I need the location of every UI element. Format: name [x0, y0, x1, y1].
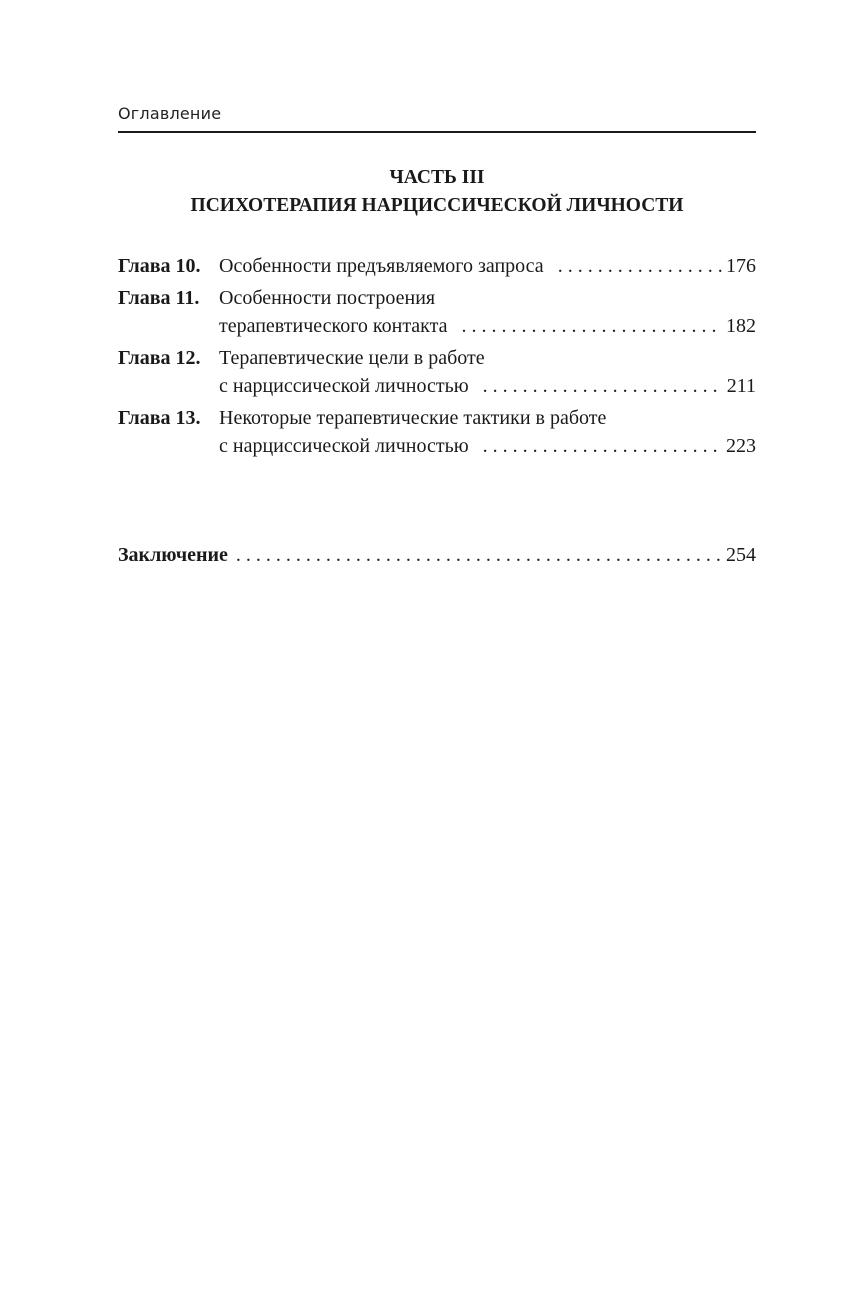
toc-entry-chapter-12[interactable] [118, 344, 756, 400]
chapter-title-line: терапевтического контакта [219, 315, 448, 337]
toc-entry-chapter-10[interactable] [118, 252, 756, 280]
page-number: 182 [726, 315, 756, 337]
toc-entry-chapter-11[interactable] [118, 284, 756, 340]
header-rule [118, 131, 756, 133]
dot-leader [483, 372, 723, 400]
chapter-label: Глава 11. [118, 287, 200, 309]
page-number: 176 [726, 255, 756, 277]
page-number: 254 [726, 544, 756, 566]
dot-leader [236, 541, 722, 569]
chapter-title: Особенности предъявляемого запроса [219, 255, 544, 277]
dot-leader [462, 312, 723, 340]
chapter-title-line: Терапевтические цели в работе [219, 347, 485, 369]
chapter-label: Глава 10. [118, 255, 201, 277]
conclusion-label: Заключение [118, 544, 228, 566]
toc-entry-conclusion[interactable] [118, 541, 756, 569]
page-number: 211 [726, 375, 756, 397]
part-title: ПСИХОТЕРАПИЯ НАРЦИССИЧЕСКОЙ ЛИЧНОСТИ [190, 195, 684, 216]
toc-entry-chapter-13[interactable] [118, 404, 756, 460]
chapter-title-line: с нарциссической личностью [219, 435, 469, 457]
chapter-title-line: с нарциссической личностью [219, 375, 469, 397]
chapter-label: Глава 13. [118, 407, 201, 429]
dot-leader [483, 432, 722, 460]
chapter-label: Глава 12. [118, 347, 201, 369]
chapter-title-line: Особенности построения [219, 287, 436, 309]
running-head: Оглавление [118, 104, 222, 123]
page-number: 223 [726, 435, 756, 457]
dot-leader [558, 252, 722, 280]
chapter-title-line: Некоторые терапевтические тактики в работе [219, 407, 607, 429]
part-number: ЧАСТЬ III [389, 167, 485, 188]
table-of-contents [118, 252, 756, 464]
part-heading [118, 164, 756, 220]
